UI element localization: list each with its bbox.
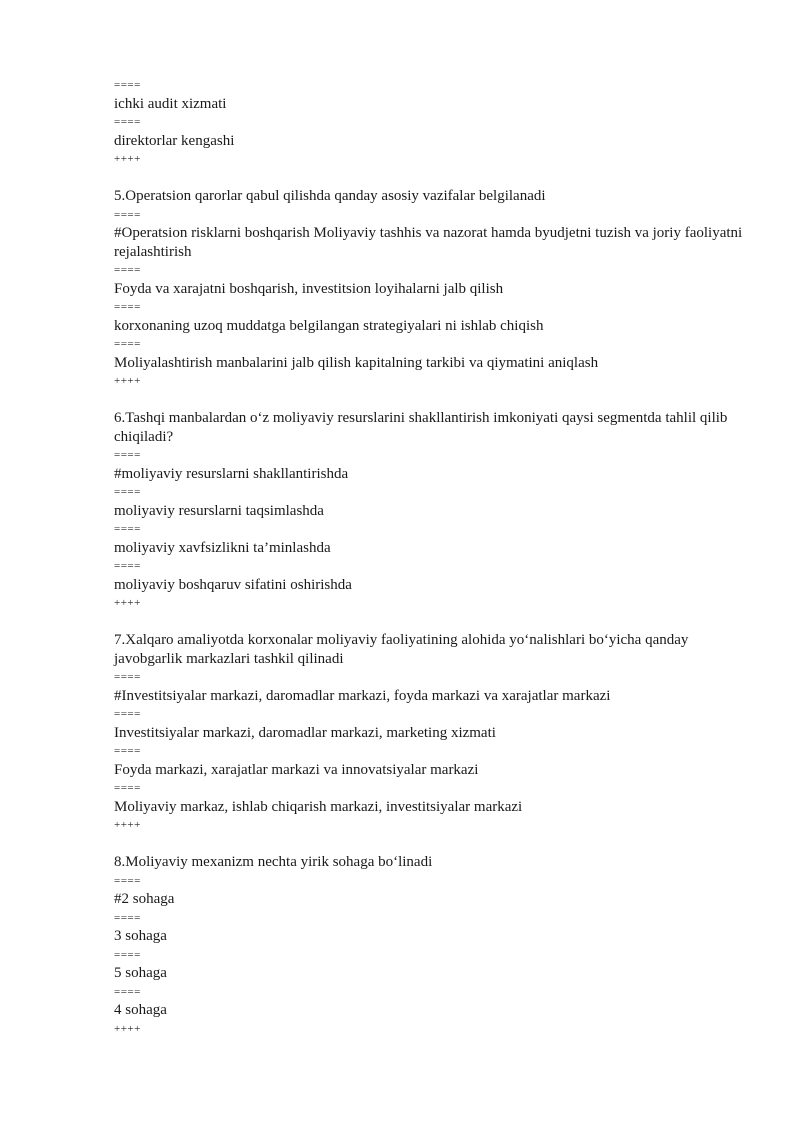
question-terminator: ++++ xyxy=(114,597,141,609)
option-separator: ==== xyxy=(114,79,141,91)
answer-option: Foyda va xarajatni boshqarish, investitsion loyihalarni jalb qilish xyxy=(114,280,504,297)
question-terminator: ++++ xyxy=(114,1022,141,1035)
option-separator: ==== xyxy=(114,948,141,961)
option-separator: ==== xyxy=(114,708,141,720)
answer-option-correct: #2 sohaga xyxy=(114,891,175,907)
option-separator: ==== xyxy=(114,560,141,572)
answer-option: moliyaviy boshqaruv sifatini oshirishda xyxy=(114,576,352,593)
block-gap xyxy=(114,835,754,854)
answer-option: korxonaning uzoq muddatga belgilangan strategiyalari ni ishlab chiqish xyxy=(114,317,544,334)
option-separator: ==== xyxy=(114,985,141,998)
question-text: 8.Moliyaviy mexanizm nechta yirik sohaga bo‘linadi xyxy=(114,854,433,870)
option-separator: ==== xyxy=(114,874,141,887)
block-gap xyxy=(114,169,754,188)
block-gap xyxy=(114,391,754,410)
question-text: 7.Xalqaro amaliyotda korxonalar moliyaviy faoliyatining alohida yo‘nalishlari bo‘yicha qanday javobgarlik markazlari tashkil qilinadi xyxy=(114,632,693,667)
answer-option: Moliyalashtirish manbalarini jalb qilish kapitalning tarkibi va qiymatini aniqlash xyxy=(114,354,599,371)
answer-option-correct: #Operatsion risklarni boshqarish Moliyaviy tashhis va nazorat hamda byudjetni tuzish va joriy faoliyatni rejalashtirish xyxy=(114,225,746,260)
option-separator: ==== xyxy=(114,208,141,221)
answer-option: moliyaviy xavfsizlikni ta’minlashda xyxy=(114,539,331,556)
question-block xyxy=(114,631,754,835)
option-separator: ==== xyxy=(114,449,141,461)
document-page xyxy=(114,76,754,1038)
question-block xyxy=(114,853,754,1038)
question-block xyxy=(114,409,754,613)
question-text: 5.Operatsion qarorlar qabul qilishda qanday asosiy vazifalar belgilanadi xyxy=(114,188,546,204)
option-separator: ==== xyxy=(114,671,141,683)
answer-option: direktorlar kengashi xyxy=(114,132,235,149)
answer-option: moliyaviy resurslarni taqsimlashda xyxy=(114,502,324,519)
option-separator: ==== xyxy=(114,782,141,794)
answer-option-correct: #Investitsiyalar markazi, daromadlar markazi, foyda markazi va xarajatlar markazi xyxy=(114,687,611,704)
option-separator: ==== xyxy=(114,486,141,498)
option-separator: ==== xyxy=(114,338,141,350)
answer-option: ichki audit xizmati xyxy=(114,95,227,112)
option-separator: ==== xyxy=(114,745,141,757)
question-terminator: ++++ xyxy=(114,819,141,831)
option-separator: ==== xyxy=(114,116,141,128)
question-terminator: ++++ xyxy=(114,375,141,387)
answer-option-correct: #moliyaviy resurslarni shakllantirishda xyxy=(114,465,349,482)
answer-option: Investitsiyalar markazi, daromadlar markazi, marketing xizmati xyxy=(114,724,496,741)
answer-option: Foyda markazi, xarajatlar markazi va innovatsiyalar markazi xyxy=(114,761,479,778)
question-terminator: ++++ xyxy=(114,153,141,165)
question-text: 6.Tashqi manbalardan o‘z moliyaviy resurslarini shakllantirish imkoniyati qaysi segmentda tahlil qilib chiqiladi? xyxy=(114,410,732,445)
answer-option: 5 sohaga xyxy=(114,965,167,981)
question-block xyxy=(114,187,754,391)
block-gap xyxy=(114,613,754,632)
option-separator: ==== xyxy=(114,523,141,535)
option-separator: ==== xyxy=(114,911,141,924)
question-block-continued xyxy=(114,76,754,169)
answer-option: 4 sohaga xyxy=(114,1002,167,1018)
answer-option: 3 sohaga xyxy=(114,928,167,944)
option-separator: ==== xyxy=(114,301,141,313)
answer-option: Moliyaviy markaz, ishlab chiqarish markazi, investitsiyalar markazi xyxy=(114,798,523,815)
option-separator: ==== xyxy=(114,264,141,276)
